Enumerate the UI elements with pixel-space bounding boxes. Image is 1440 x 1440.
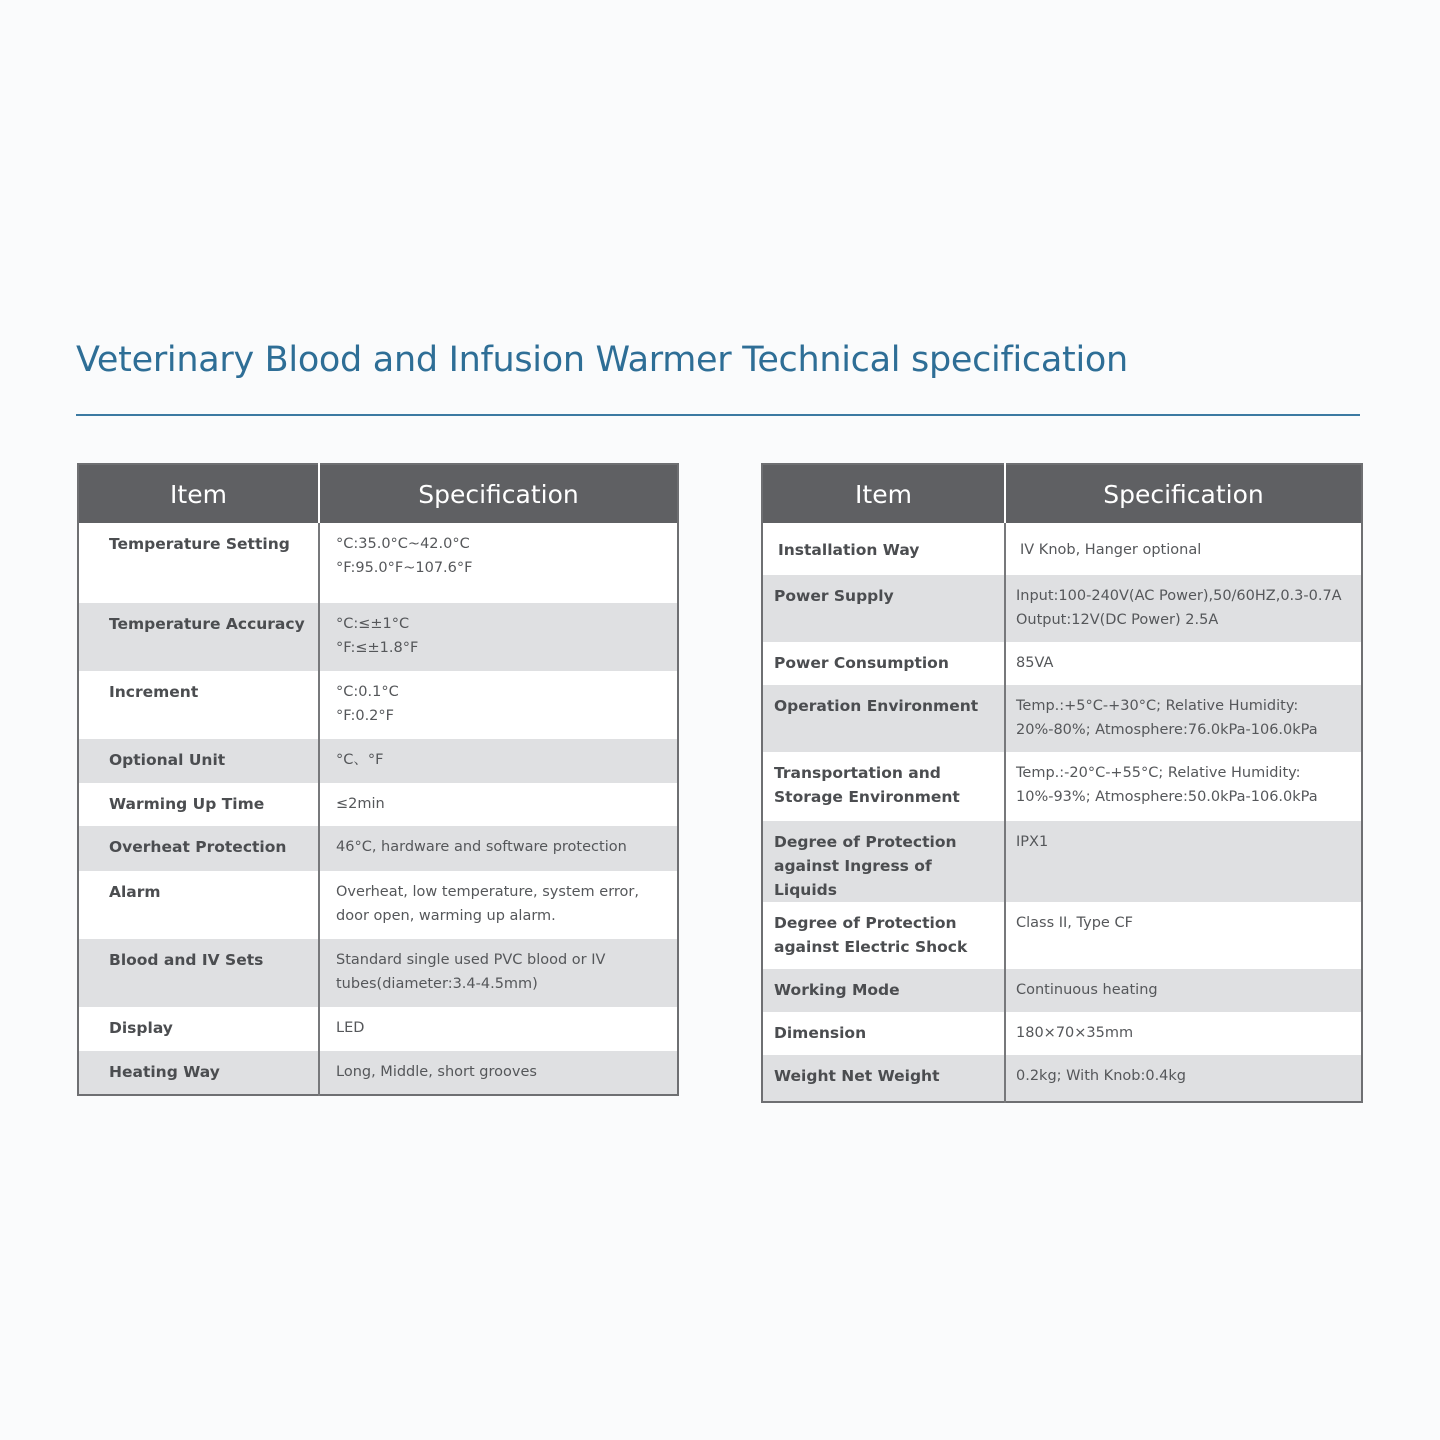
item-cell: Weight Net Weight [762, 1055, 1005, 1102]
table-row [78, 1051, 678, 1095]
spec-line: Temp.:+5°C-+30°C; Relative Humidity: [1016, 698, 1299, 714]
spec-line: °F:95.0°F~107.6°F [336, 560, 473, 576]
spec-cell [1005, 523, 1362, 575]
spec-line: 10%-93%; Atmosphere:50.0kPa-106.0kPa [1016, 789, 1318, 805]
table-row [762, 523, 1362, 575]
spec-cell [1005, 642, 1362, 685]
item-cell: Temperature Setting [78, 523, 319, 603]
spec-table-left [77, 463, 679, 1096]
table-row [78, 671, 678, 739]
spec-line: ≤2min [336, 796, 385, 812]
spec-line: °C:≤±1°C [336, 616, 410, 632]
spec-line: 85VA [1016, 655, 1054, 671]
item-cell: Installation Way [762, 523, 1005, 575]
spec-line: °C、°F [336, 752, 384, 768]
spec-line: °C:35.0°C~42.0°C [336, 536, 470, 552]
item-cell: Alarm [78, 871, 319, 939]
item-cell: Transportation and Storage Environment [762, 752, 1005, 821]
spec-cell [1005, 902, 1362, 969]
item-cell: Power Supply [762, 575, 1005, 642]
spec-line: Output:12V(DC Power) 2.5A [1016, 612, 1219, 628]
item-cell: Optional Unit [78, 739, 319, 783]
spec-line: 180×70×35mm [1016, 1025, 1134, 1041]
spec-line: door open, warming up alarm. [336, 908, 556, 924]
table-row [78, 603, 678, 671]
table-row [762, 1012, 1362, 1055]
spec-cell [1005, 752, 1362, 821]
spec-line: Input:100-240V(AC Power),50/60HZ,0.3-0.7A [1016, 588, 1342, 604]
table-header-row [762, 464, 1362, 523]
header-item: Item [762, 464, 1005, 523]
title-divider [76, 414, 1360, 416]
table-row [762, 685, 1362, 752]
item-cell: Operation Environment [762, 685, 1005, 752]
spec-cell [1005, 575, 1362, 642]
spec-cell [319, 523, 678, 603]
table-row [762, 902, 1362, 969]
table-row [762, 642, 1362, 685]
spec-line: 0.2kg; With Knob:0.4kg [1016, 1068, 1187, 1084]
spec-line: IPX1 [1016, 834, 1049, 850]
spec-line: Long, Middle, short grooves [336, 1064, 537, 1080]
item-cell: Display [78, 1007, 319, 1051]
item-cell: Degree of Protection against Ingress of Liquids [762, 821, 1005, 902]
table-row [78, 871, 678, 939]
spec-cell [319, 1007, 678, 1051]
table-row [762, 575, 1362, 642]
spec-line: Class II, Type CF [1016, 915, 1133, 931]
item-cell: Increment [78, 671, 319, 739]
table-row [78, 826, 678, 871]
table-row [762, 821, 1362, 902]
item-cell: Heating Way [78, 1051, 319, 1095]
table-row [78, 523, 678, 603]
spec-cell [1005, 969, 1362, 1012]
spec-table-right [761, 463, 1363, 1103]
item-cell: Power Consumption [762, 642, 1005, 685]
spec-cell [319, 1051, 678, 1095]
spec-line: °F:≤±1.8°F [336, 640, 419, 656]
spec-cell [319, 739, 678, 783]
spec-cell [1005, 685, 1362, 752]
page-title: Veterinary Blood and Infusion Warmer Technical specification [76, 340, 1128, 380]
table-row [78, 739, 678, 783]
header-specification: Specification [1005, 464, 1362, 523]
header-specification: Specification [319, 464, 678, 523]
spec-line: IV Knob, Hanger optional [1020, 542, 1202, 558]
spec-line: Standard single used PVC blood or IV [336, 952, 606, 968]
spec-line: Continuous heating [1016, 982, 1158, 998]
spec-line: °C:0.1°C [336, 684, 399, 700]
spec-cell [1005, 821, 1362, 902]
item-cell: Temperature Accuracy [78, 603, 319, 671]
spec-cell [319, 871, 678, 939]
spec-cell [319, 671, 678, 739]
table-row [762, 752, 1362, 821]
spec-cell [1005, 1055, 1362, 1102]
header-item: Item [78, 464, 319, 523]
spec-cell [319, 939, 678, 1007]
table-row [78, 1007, 678, 1051]
table-row [762, 1055, 1362, 1102]
table-row [78, 939, 678, 1007]
spec-cell [1005, 1012, 1362, 1055]
item-cell: Blood and IV Sets [78, 939, 319, 1007]
spec-line: °F:0.2°F [336, 708, 394, 724]
spec-cell [319, 603, 678, 671]
item-cell: Working Mode [762, 969, 1005, 1012]
spec-line: Overheat, low temperature, system error, [336, 884, 639, 900]
item-cell: Warming Up Time [78, 783, 319, 826]
table-header-row [78, 464, 678, 523]
item-cell: Overheat Protection [78, 826, 319, 871]
spec-line: 20%-80%; Atmosphere:76.0kPa-106.0kPa [1016, 722, 1318, 738]
spec-line: LED [336, 1020, 365, 1036]
spec-line: 46°C, hardware and software protection [336, 839, 627, 855]
table-row [762, 969, 1362, 1012]
table-row [78, 783, 678, 826]
item-cell: Dimension [762, 1012, 1005, 1055]
spec-line: tubes(diameter:3.4-4.5mm) [336, 976, 538, 992]
item-cell: Degree of Protection against Electric Shock [762, 902, 1005, 969]
spec-cell [319, 783, 678, 826]
spec-cell [319, 826, 678, 871]
spec-line: Temp.:-20°C-+55°C; Relative Humidity: [1016, 765, 1301, 781]
